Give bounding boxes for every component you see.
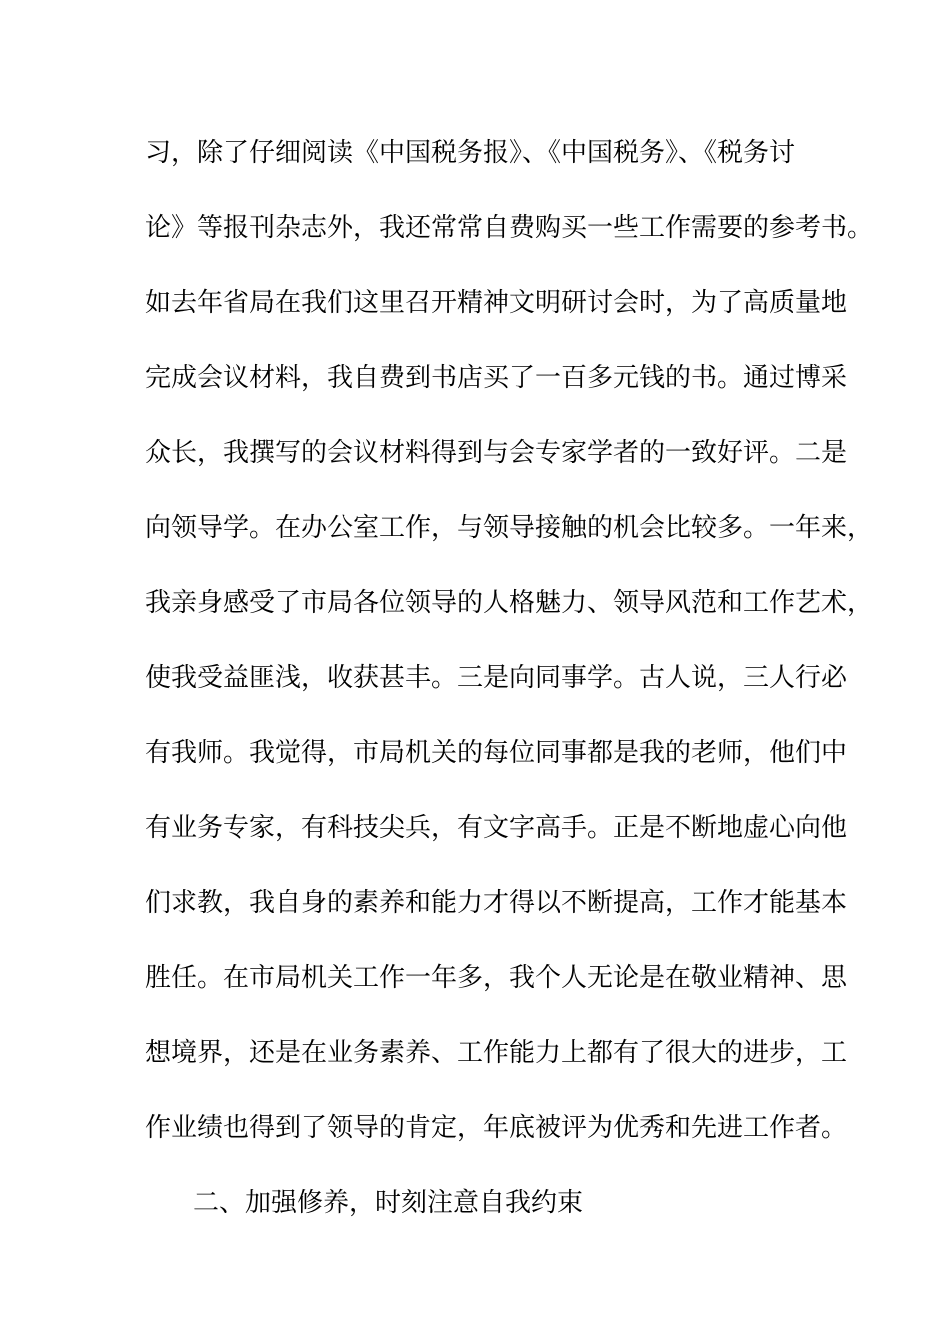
paragraph-line-7: 我亲身感受了市局各位领导的人格魅力、领导风范和工作艺术， [145, 588, 874, 618]
paragraph-line-10: 有业务专家，有科技尖兵，有文字高手。正是不断地虚心向他 [145, 813, 848, 843]
section-heading: 二、加强修养，时刻注意自我约束 [193, 1188, 584, 1218]
paragraph-line-2: 论》等报刊杂志外，我还常常自费购买一些工作需要的参考书。 [145, 213, 874, 243]
paragraph-line-6: 向领导学。在办公室工作，与领导接触的机会比较多。一年来， [145, 513, 874, 543]
paragraph-line-9: 有我师。我觉得，市局机关的每位同事都是我的老师，他们中 [145, 738, 848, 768]
paragraph-line-14: 作业绩也得到了领导的肯定，年底被评为优秀和先进工作者。 [145, 1113, 848, 1143]
paragraph-line-3: 如去年省局在我们这里召开精神文明研讨会时，为了高质量地 [145, 288, 848, 318]
paragraph-line-4: 完成会议材料，我自费到书店买了一百多元钱的书。通过博采 [145, 363, 848, 393]
paragraph-line-1: 习，除了仔细阅读《中国税务报》、《中国税务》、《税务讨 [145, 138, 796, 168]
paragraph-line-8: 使我受益匪浅，收获甚丰。三是向同事学。古人说，三人行必 [145, 663, 848, 693]
paragraph-line-5: 众长，我撰写的会议材料得到与会专家学者的一致好评。二是 [145, 438, 848, 468]
paragraph-line-13: 想境界，还是在业务素养、工作能力上都有了很大的进步，工 [145, 1038, 848, 1068]
paragraph-line-11: 们求教，我自身的素养和能力才得以不断提高，工作才能基本 [145, 888, 848, 918]
paragraph-line-12: 胜任。在市局机关工作一年多，我个人无论是在敬业精神、思 [145, 963, 848, 993]
